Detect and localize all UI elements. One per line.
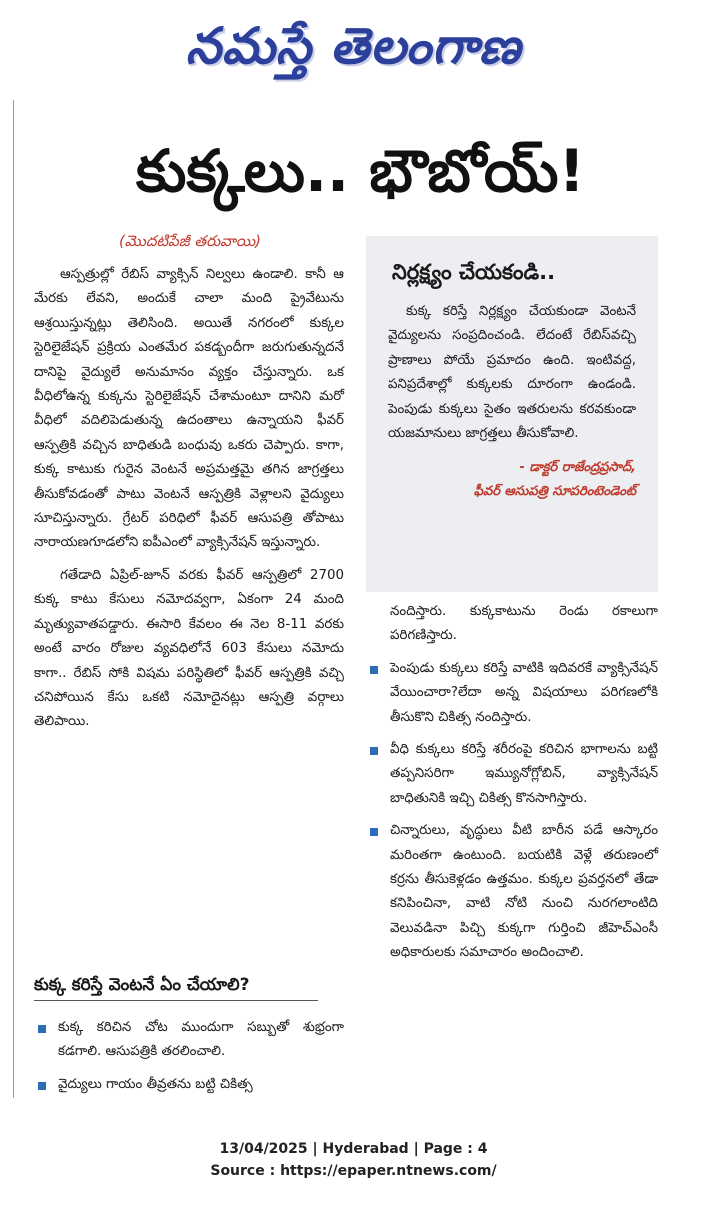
article-headline: కుక్కలు.. భౌబోయ్! [136,137,585,205]
bullet-list [366,657,658,966]
bullet-item [366,738,658,811]
square-bullet-icon [370,747,378,755]
bullet-text: చిన్నారులు, వృద్ధులు వీటి బారీన పడే ఆస్కారం మరింతగా ఉంటుంది. బయటికి వెళ్లే తరుణంలో కర్రను తీసుకెళ్లడం ఉత్తమం. కుక్కల ప్రవర్తనలో తేడా కనిపించినా, వాటి నోటి నుంచి నురగలాంటిది వెలువడినా పిచ్చి కుక్కగా గుర్తించి జీహెచ్‌ఎంసీ అధికారులకు సమాచారం అందించాలి. [390,823,658,961]
square-bullet-icon [38,1025,46,1033]
sidebar-box [366,236,658,592]
square-bullet-icon [38,1082,46,1090]
bullet-text: వీధి కుక్కలు కరిస్తే శరీరంపై కరిచిన భాగాలను బట్టి తప్పనిసరిగా ఇమ్యునోగ్లోబిన్, వ్యాక్సినేషన్ బాధితునికి ఇచ్చి చికిత్స కొనసాగిస్తారు. [390,742,658,806]
bullet-item [34,1073,344,1097]
footer-date-line: 13/04/2025 | Hyderabad | Page : 4 [219,1141,488,1157]
right-column [366,600,658,974]
footer-source-line: Source : https://epaper.ntnews.com/ [210,1163,497,1179]
square-bullet-icon [370,828,378,836]
bullet-text: వైద్యులు గాయం తీవ్రతను బట్టి చికిత్స [58,1076,253,1092]
sidebar-byline [388,456,636,504]
body-paragraph: గతేడాది ఏప్రిల్-జూన్ వరకు ఫీవర్ ఆస్పత్రిలో 2700 కుక్క కాటు కేసులు నమోదవ్వగా, ఏకంగా 24 మంది మృత్యువాతపడ్డారు. ఈసారి కేవలం ఈ నెల 8-11 వరకు అంటే వారం రోజుల వ్యవధిలోనే 603 కేసులు నమోదు కాగా.. రేబిస్ సోకి విషమ పరిస్థితిలో ఫీవర్ ఆస్పత్రికి వచ్చి చనిపోయిన కేసు ఒకటి నమోదైనట్లు ఆస్పత్రి వర్గాలు తెలిపాయి. [34,567,344,730]
bullet-text: కుక్క కరిచిన చోట ముందుగా సబ్బుతో శుభ్రంగా కడగాలి. ఆసుపత్రికి తరలించాలి. [58,1020,344,1060]
column-rule [13,100,14,1098]
byline-title: ఫీవర్ ఆసుపత్రి సూపరింటెండెంట్ [473,484,636,500]
sidebar-text: కుక్క కరిస్తే నిర్లక్ష్యం చేయకుండా వెంటనే వైద్యులను సంప్రదించండి. లేదంటే రేబిస్‌వచ్చి ప్రాణాలు పోయే ప్రమాదం ఉంది. ఇంటివద్ద, పనిప్రదేశాల్లో కుక్కలకు దూరంగా ఉండండి. పెంపుడు కుక్కలు సైతం ఇతరులను కరవకుండా యజమానులు జాగ్రత్తలు తీసుకోవాలి. [388,304,636,442]
bullet-item [34,1016,344,1065]
section-subheading: కుక్క కరిస్తే వెంటనే ఏం చేయాలి? [34,970,318,1001]
page-footer [0,1138,707,1182]
byline-name: - డాక్టర్ రాజేంద్రప్రసాద్, [519,460,636,476]
left-column [34,263,344,735]
sidebar-title: నిర్లక్ష్యం చేయకండి.. [392,260,556,284]
bullet-item [366,819,658,965]
bullet-text: పెంపుడు కుక్కలు కరిస్తే వాటికి ఇదివరకే వ్యాక్సినేషన్ వేయించారా?లేదా అన్న విషయాలు పరిగణలోకి తీసుకొని చికిత్స నందిస్తారు. [390,660,658,725]
square-bullet-icon [370,666,378,674]
left-bullet-section [34,1016,344,1105]
body-paragraph: ఆస్పత్రుల్లో రేబిస్ వ్యాక్సిన్ నిల్వలు ఉండాలి. కానీ ఆ మేరకు లేవని, అందుకే చాలా మంది ప్రైవేటును ఆశ్రయిస్తున్నట్లు తెలిసింది. అయితే నగరంలో కుక్కల స్టెరిలైజేషన్ ప్రక్రియ ఎంతమేర పకడ్బందీగా జరుగుతున్నదనే దానిపై వైద్యులే అనుమానం వ్యక్తం చేస్తున్నారు. ఒక వీధిలోఉన్న కుక్కను స్టెరిలైజేషన్ చేశామంటూ దానిని మరో వీధిలో వదిలిపెడుతున్న ఉదంతాలు ఉన్నాయని ఫీవర్ ఆస్పత్రికి వచ్చిన బాధితుడి బంధువు ఒకరు చెప్పారు. కాగా, కుక్క కాటుకు గురైన వెంటనే అప్రమత్తమై తగిన జాగ్రత్తలు తీసుకోవడంతో పాటు వెంటనే ఆస్పత్రికి వెళ్లాలని వైద్యులు సూచిస్తున్నారు. గ్రేటర్ పరిధిలో ఫీవర్ ఆసుపత్రి తోపాటు నారాయణగూడలోని ఐపీఎంలో వ్యాక్సినేషన్ ఇస్తున్నారు. [34,267,344,551]
bullet-list [34,1016,344,1097]
right-intro-text: నందిస్తారు. కుక్కకాటును రెండు రకాలుగా పరిగణిస్తారు. [390,604,658,644]
continued-note: (మొదటిపేజీ తరువాయి) [118,232,262,250]
newspaper-masthead: నమస్తే తెలంగాణ [185,17,522,75]
bullet-item [366,657,658,730]
